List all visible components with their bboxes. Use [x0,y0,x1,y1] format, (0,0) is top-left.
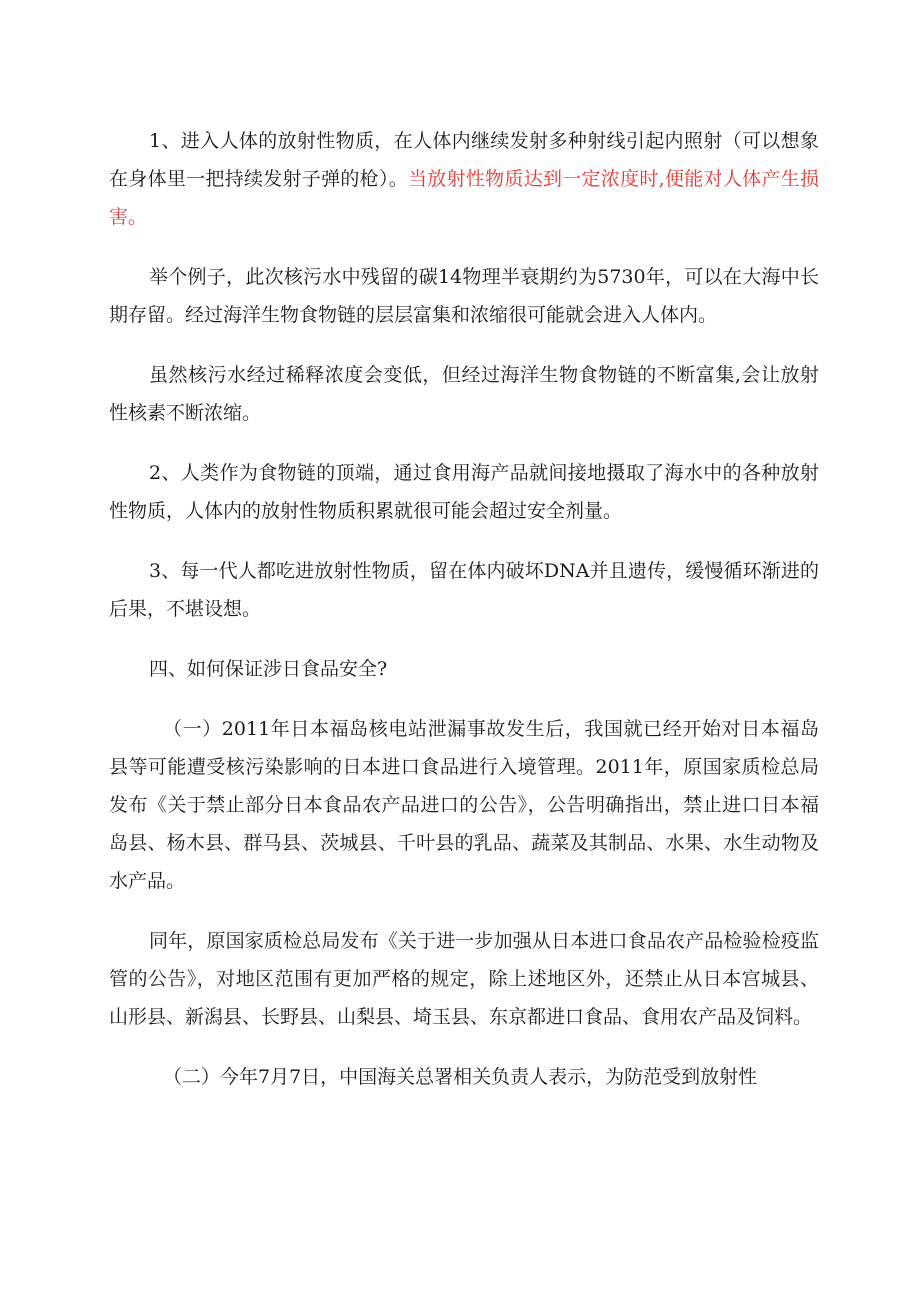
paragraph-1 [109,122,819,236]
document-page [109,122,819,1118]
paragraph-1-text: 1、进入人体的放射性物质，在人体内继续发射多种射线引起内照射（可以想象在身体里一把持续发射子弹的枪）。 [109,130,819,190]
paragraph-8: 同年，原国家质检总局发布《关于进一步加强从日本进口食品农产品检验检疫监管的公告》，对地区范围有更加严格的规定，除上述地区外，还禁止从日本宫城县、山形县、新潟县、长野县、山梨县、埼玉县、东京都进口食品、食用农产品及饲料。 [109,930,819,1028]
paragraph-3: 虽然核污水经过稀释浓度会变低，但经过海洋生物食物链的不断富集,会让放射性核素不断浓缩。 [109,364,819,424]
paragraph-4: 2、人类作为食物链的顶端，通过食用海产品就间接地摄取了海水中的各种放射性物质，人体内的放射性物质积累就很可能会超过安全剂量。 [109,462,819,522]
paragraph-9: （二）今年7月7日，中国海关总署相关负责人表示，为防范受到放射性 [163,1066,758,1088]
paragraph-5: 3、每一代人都吃进放射性物质，留在体内破坏DNA并且遗传，缓慢循环渐进的后果，不堪设想。 [109,560,819,620]
section-heading-4: 四、如何保证涉日食品安全? [149,658,388,680]
paragraph-7: （一）2011年日本福岛核电站泄漏事故发生后，我国就已经开始对日本福岛县等可能遭受核污染影响的日本进口食品进行入境管理。2011年，原国家质检总局发布《关于禁止部分日本食品农产品进口的公告》，公告明确指出，禁止进口日本福岛县、杨木县、群马县、茨城县、千叶县的乳品、蔬菜及其制品、水果、水生动物及水产品。 [109,718,819,892]
paragraph-1-highlight: 当放射性物质达到一定浓度时,便能对人体产生损害。 [109,168,819,228]
paragraph-2: 举个例子，此次核污水中残留的碳14物理半衰期约为5730年，可以在大海中长期存留。经过海洋生物食物链的层层富集和浓缩很可能就会进入人体内。 [109,266,819,326]
